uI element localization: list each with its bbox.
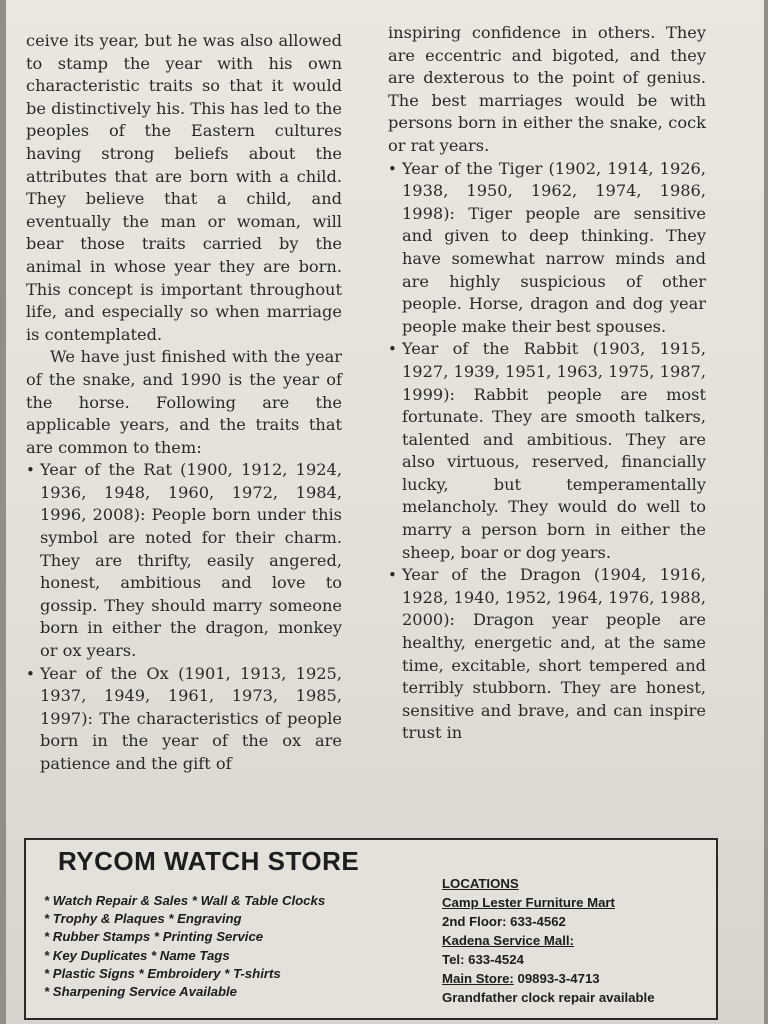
location-camp-lester: Camp Lester Furniture Mart (442, 895, 615, 910)
ad-service-line: * Sharpening Service Available (44, 984, 238, 1000)
location-main-store (442, 969, 712, 988)
entry-text: Year of the Dragon (1904, 1916, 1928, 1940, 1952, 1964, 1976, 1988, 2000): Dragon year people are healthy, energetic and, at the same time, excitable, short tempered and terribly stubborn. They are honest, sensitive and brave, and can inspire trust in (402, 565, 706, 743)
main-store-label: Main Store: (442, 971, 514, 986)
entry-text: Year of the Tiger (1902, 1914, 1926, 1938, 1950, 1962, 1974, 1986, 1998): Tiger people are sensitive and given to deep thinking. They have somewhat narrow minds and are highly suspicious of other people. Horse, dragon and dog year people make their best spouses. (402, 158, 706, 336)
article-right-column (388, 22, 706, 745)
zodiac-year-entry (388, 158, 706, 339)
ad-service-line: * Rubber Stamps * Printing Service (44, 929, 264, 945)
location-kadena: Kadena Service Mall: (442, 933, 574, 948)
article-paragraph: We have just finished with the year of the snake, and 1990 is the year of the horse. Following are the applicable years, and the traits that are common to them: (26, 347, 342, 457)
ad-service-line: * Watch Repair & Sales * Wall & Table Clocks (44, 893, 326, 908)
zodiac-year-entry (26, 459, 342, 662)
bullet-icon: • (388, 340, 397, 359)
article-paragraph: ceive its year, but he was also allowed to stamp the year with his own characteristic traits so that it would be distinctively his. This has led to the peoples of the Eastern cultures having strong beliefs about the attributes that are born with a child. They believe that a child, and eventually the man or woman, will bear those traits carried by the animal in whose year they are born. This concept is important throughout life, and especially so when marriage is contemplated. (26, 31, 342, 344)
bullet-icon: • (26, 461, 35, 480)
ad-services-list (44, 892, 424, 1001)
newsletter-page (6, 0, 764, 1024)
entry-text: Year of the Rat (1900, 1912, 1924, 1936, 1948, 1960, 1972, 1984, 1996, 2008): People born under this symbol are noted for their charm. They are thrifty, easily angered, honest, ambitious and love to gossip. They should marry someone born in either the dragon, monkey or ox years. (40, 460, 342, 661)
clock-repair-note: Grandfather clock repair available (442, 990, 655, 1005)
locations-heading: LOCATIONS (442, 876, 519, 891)
zodiac-year-entry (388, 338, 706, 564)
location-camp-lester-phone: 2nd Floor: 633-4562 (442, 914, 566, 929)
ad-service-line: * Trophy & Plaques * Engraving (44, 911, 242, 927)
ad-locations (442, 874, 712, 1007)
bullet-icon: • (388, 159, 397, 178)
article-left-column (26, 30, 342, 776)
bullet-icon: • (26, 664, 35, 683)
entry-text: Year of the Rabbit (1903, 1915, 1927, 1939, 1951, 1963, 1975, 1987, 1999): Rabbit people are most fortunate. They are smooth talkers, talented and ambitious. They are also virtuous, reserved, financially lucky, but temperamentally melancholy. They would do well to marry a person born in either the sheep, boar or dog years. (402, 339, 706, 562)
location-kadena-phone: Tel: 633-4524 (442, 952, 524, 967)
zodiac-year-entry (388, 564, 706, 745)
entry-text: Year of the Ox (1901, 1913, 1925, 1937, 1949, 1961, 1973, 1985, 1997): The characteristics of people born in the year of the ox are patience and the gift of (40, 663, 342, 773)
zodiac-year-entry (26, 663, 342, 776)
ad-title: RYCOM WATCH STORE (58, 846, 360, 876)
ad-service-line: * Plastic Signs * Embroidery * T-shirts (44, 965, 281, 981)
ad-service-line: * Key Duplicates * Name Tags (44, 947, 230, 963)
main-store-phone: 09893-3-4713 (517, 971, 600, 986)
bullet-icon: • (388, 566, 397, 585)
article-paragraph: inspiring confidence in others. They are eccentric and bigoted, and they are dexterous to the point of genius. The best marriages would be with persons born in either the snake, cock or rat years. (388, 23, 706, 155)
rycom-advertisement (24, 838, 718, 1020)
